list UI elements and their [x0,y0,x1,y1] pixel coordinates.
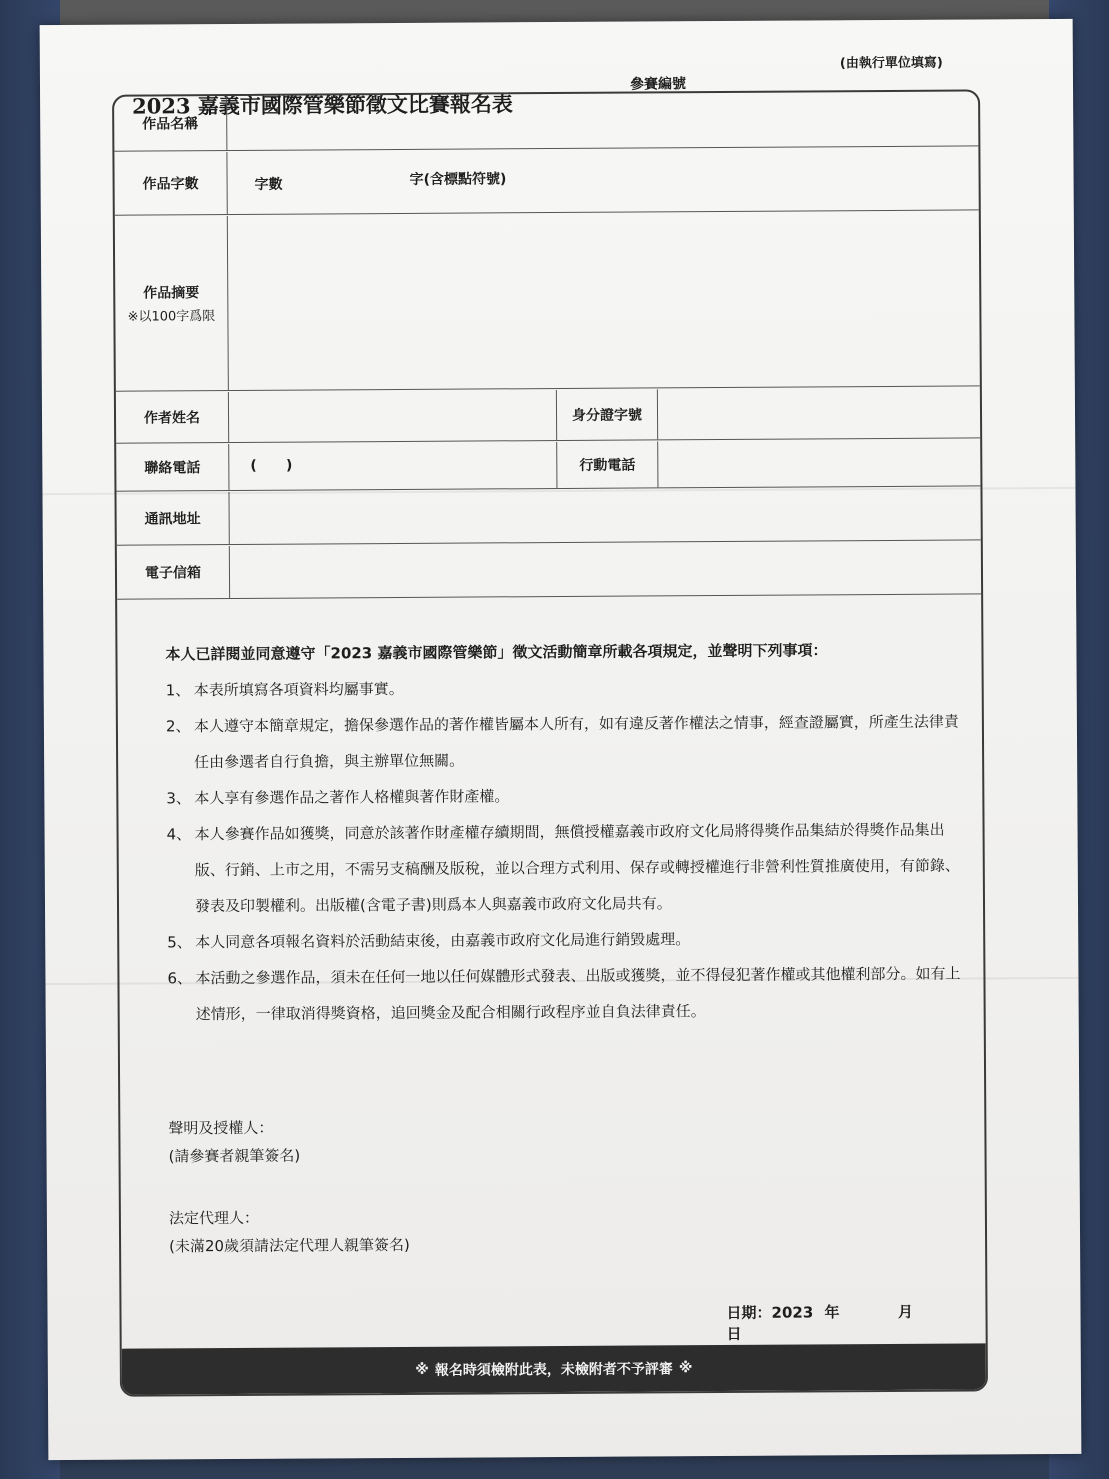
statement-item-number: 2、 [165,717,191,736]
statement-item-number: 1、 [165,681,191,700]
statement-item [166,812,967,925]
date-month: 月 [897,1302,914,1321]
declarant-signature-block [168,1114,300,1171]
statement-item-text: 本人同意各項報名資料於活動結束後，由嘉義市政府文化局進行銷毀處理。 [195,930,691,952]
mobile-label: 行動電話 [556,441,658,488]
row-word-count [114,147,978,215]
address-label: 通訊地址 [116,492,229,545]
author-name-label: 作者姓名 [116,392,229,443]
row-summary [115,211,980,391]
summary-note: ※以100字爲限 [127,309,216,325]
form-title: 2023 嘉義市國際管樂節徵文比賽報名表 [132,91,513,119]
entry-number-label: 參賽編號 [629,76,687,93]
row-phone [116,439,980,491]
notice-mark-right: ※ [678,1360,693,1377]
entry-number-note: (由執行單位填寫) [839,55,943,72]
email-label: 電子信箱 [117,546,230,599]
notice-mark-left: ※ [415,1361,429,1378]
statement-item-text: 本人享有參選作品之著作人格權與著作財產權。 [194,787,510,808]
row-work-title [114,91,978,151]
statement-item-text: 本人參賽作品如獲獎，同意於該著作財產權存續期間，無償授權嘉義市政府文化局將得獎作品集結於得獎作品集出版、行銷、上市之用，不需另支稿酬及版稅，並以合理方式利用、保存或轉授權進行非營利性質推廣使用，有節錄、發表及印製權利。出版權(含電子書)則爲本人與嘉義市政府文化局共有。 [194,820,960,916]
word-count-prefix: 字數 [254,176,283,193]
statement-item [167,956,967,1033]
statement-lead: 本人已詳閱並同意遵守「2023 嘉義市國際管樂節」徵文活動簡章所載各項規定，並聲明下列事項： [165,641,828,664]
form-frame [112,89,988,1396]
word-count-suffix: 字(含標點符號) [409,171,507,188]
declarant-label: 聲明及授權人： [168,1118,274,1138]
date-day: 日 [726,1324,742,1343]
footer-notice-text: 報名時須檢附此表，未檢附者不予評審 [434,1361,673,1379]
summary-label: 作品摘要 [143,285,200,302]
guardian-signature-block [169,1203,410,1260]
statement-section [165,632,967,1033]
row-email [117,541,981,599]
summary-label-group [115,216,229,391]
statement-item-number: 6、 [167,969,193,988]
declarant-note: (請參賽者親筆簽名) [168,1146,301,1166]
row-address [116,487,980,545]
statement-item [167,920,967,961]
statement-item-number: 4、 [166,825,192,844]
statement-item-text: 本活動之參選作品，須未在任何一地以任何媒體形式發表、出版或獲獎，並不得侵犯著作權或其他權利部分。如有上述情形，一律取消得獎資格，追回獎金及配合相關行政程序並自負法律責任。 [195,964,961,1024]
statement-item [166,776,966,817]
registration-form-paper [40,19,1082,1460]
statement-item-text: 本人遵守本簡章規定，擔保參選作品的著作權皆屬本人所有，如有違反著作權法之情事，經查證屬實，所產生法律責任由參選者自行負擔，與主辦單位無關。 [193,712,959,772]
id-number-label: 身分證字號 [556,389,658,440]
statement-item-text: 本表所填寫各項資料均屬事實。 [193,679,404,700]
work-title-label: 作品名稱 [114,96,227,151]
statement-item [166,668,966,709]
guardian-label: 法定代理人： [168,1208,259,1228]
statement-item-number: 5、 [167,933,192,952]
phone-label: 聯絡電話 [116,444,229,491]
statement-item [166,704,966,781]
word-count-label: 作品字數 [114,152,227,215]
guardian-note: (未滿20歲須請法定代理人親筆簽名) [169,1235,410,1256]
row-author [116,387,980,443]
date-prefix: 日期：2023 年 [726,1303,840,1322]
date-line [726,1300,985,1344]
phone-area-brackets: ( ) [250,457,293,474]
footer-notice-bar [122,1343,986,1394]
statement-item-number: 3、 [166,789,191,808]
